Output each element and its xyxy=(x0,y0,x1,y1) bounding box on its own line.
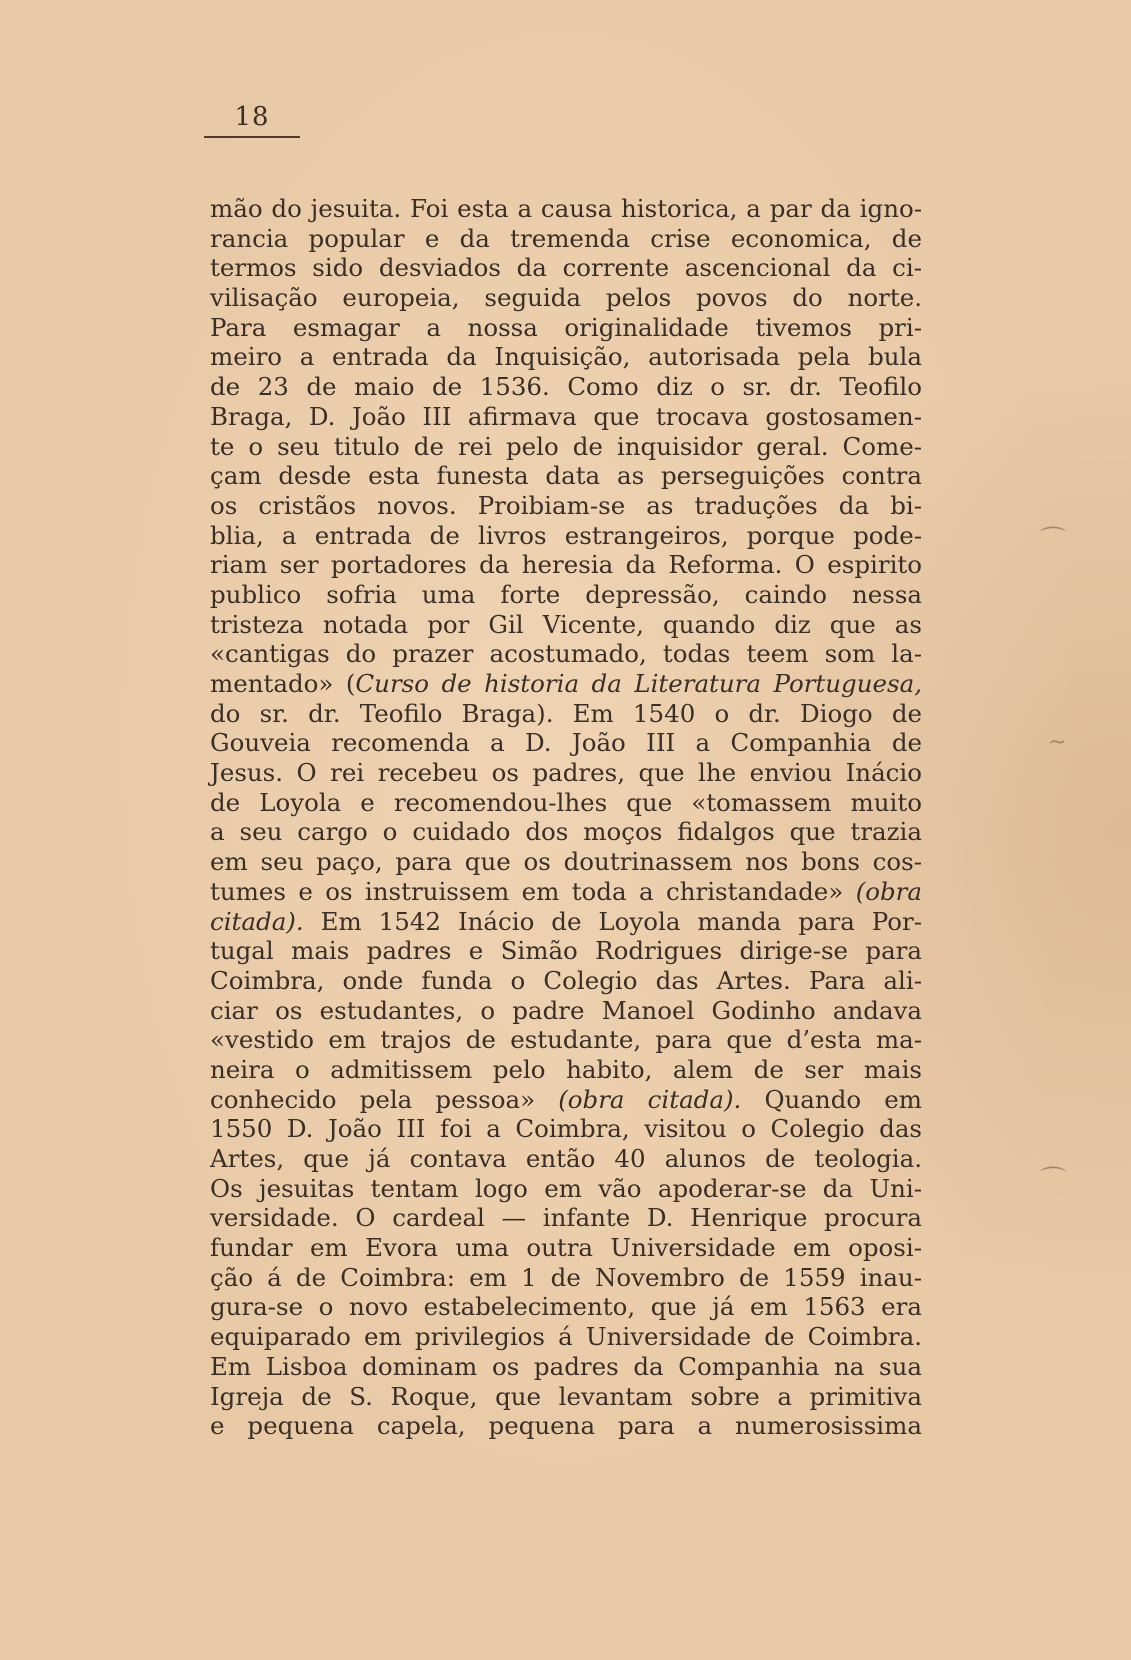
page-number: 18 xyxy=(234,102,270,132)
italic-text: Curso de historia da Literatura Portuguesa, xyxy=(355,669,922,698)
text-segment: versidade. O cardeal — infante D. Henrique procura xyxy=(210,1203,922,1233)
text-segment: Quando em xyxy=(741,1084,922,1114)
text-line xyxy=(210,1114,922,1144)
text-line xyxy=(210,432,922,462)
text-segment: Coimbra, onde funda o Colegio das Artes. Para ali- xyxy=(210,965,922,995)
text-segment: foi a Coimbra, visitou o Colegio das xyxy=(425,1114,922,1144)
text-segment: Braga, D. João xyxy=(210,401,423,431)
text-segment: a Companhia de xyxy=(675,728,922,758)
text-segment: riam ser portadores da heresia da Reforma. O espirito xyxy=(210,550,922,580)
text-segment: Em Lisboa dominam os padres da Companhia na sua xyxy=(210,1351,922,1381)
text-line xyxy=(210,224,922,254)
italic-text: (obra xyxy=(855,876,922,906)
text-segment: Os jesuitas tentam logo em vão apoderar-se da Uni- xyxy=(210,1173,922,1203)
text-segment: «cantigas do prazer acostumado, todas teem som la- xyxy=(210,639,922,669)
text-segment: publico sofria uma forte depressão, caindo nessa xyxy=(210,579,922,609)
text-line xyxy=(210,1263,922,1293)
text-segment: ciar os estudantes, o padre Manoel Godinho andava xyxy=(210,995,922,1025)
text-segment: em seu paço, para que os doutrinassem nos bons cos- xyxy=(210,847,922,877)
text-segment: meiro a entrada da Inquisição, autorisada pela bula xyxy=(210,342,922,372)
text-segment: tristeza notada por Gil Vicente, quando diz que as xyxy=(210,609,922,639)
text-line xyxy=(210,521,922,551)
text-line xyxy=(210,253,922,283)
text-line xyxy=(210,402,922,432)
text-segment: Para esmagar a nossa originalidade tivemos pri- xyxy=(210,312,922,342)
page-number-rule xyxy=(204,102,300,138)
text-line xyxy=(210,580,922,610)
text-segment: Gouveia recomenda a D. João xyxy=(210,728,647,758)
text-line xyxy=(210,1352,922,1382)
body-text xyxy=(210,194,922,1441)
text-segment: blia, a entrada de livros estrangeiros, porque pode- xyxy=(210,520,922,550)
text-segment: mão do jesuita. Foi esta a causa historica, a par da igno- xyxy=(210,194,922,223)
roman-numeral: III xyxy=(396,1114,426,1144)
text-line xyxy=(210,283,922,313)
text-segment: çam desde esta funesta data as perseguições contra xyxy=(210,461,922,491)
text-line xyxy=(210,1233,922,1263)
text-line xyxy=(210,639,922,669)
text-line xyxy=(210,1382,922,1412)
text-line xyxy=(210,907,922,937)
text-line xyxy=(210,669,922,699)
text-segment: e pequena capela, pequena para a numerosissima xyxy=(210,1411,922,1441)
italic-text: (obra citada). xyxy=(558,1084,742,1114)
text-line xyxy=(210,1085,922,1115)
text-line xyxy=(210,491,922,521)
text-segment: Igreja de S. Roque, que levantam sobre a primitiva xyxy=(210,1381,922,1411)
text-segment: Jesus. O rei recebeu os padres, que lhe enviou Inácio xyxy=(210,758,922,788)
text-line xyxy=(210,1292,922,1322)
text-line xyxy=(210,996,922,1026)
text-segment: fundar em Evora uma outra Universidade em oposi- xyxy=(210,1233,922,1263)
text-line xyxy=(210,847,922,877)
text-line xyxy=(210,313,922,343)
italic-text: citada). xyxy=(210,906,304,936)
text-line xyxy=(210,1144,922,1174)
text-line xyxy=(210,817,922,847)
text-line xyxy=(210,194,922,224)
text-line xyxy=(210,1322,922,1352)
text-line xyxy=(210,877,922,907)
text-segment: de Loyola e recomendou-lhes que «tomassem muito xyxy=(210,787,922,817)
roman-numeral: III xyxy=(422,401,452,431)
text-line xyxy=(210,699,922,729)
text-line xyxy=(210,1025,922,1055)
text-segment: mentado» ( xyxy=(210,669,356,698)
text-line xyxy=(210,1411,922,1441)
text-line xyxy=(210,550,922,580)
text-line xyxy=(210,728,922,758)
text-line xyxy=(210,936,922,966)
text-segment: gura-se o novo estabelecimento, que já em 1563 era xyxy=(210,1292,922,1322)
text-segment: vilisação europeia, seguida pelos povos do norte. xyxy=(210,283,922,313)
text-segment: afirmava que trocava gostosamen- xyxy=(451,401,922,431)
text-segment: a seu cargo o cuidado dos moços fidalgos que trazia xyxy=(210,817,922,847)
text-line xyxy=(210,372,922,402)
text-segment: 1550 D. João xyxy=(210,1114,397,1144)
text-segment: termos sido desviados da corrente ascencional da ci- xyxy=(210,253,922,283)
text-line xyxy=(210,610,922,640)
margin-stain-mark: ⌒ xyxy=(1040,1166,1067,1196)
text-segment: Artes, que já contava então 40 alunos de teologia. xyxy=(210,1144,922,1173)
text-segment: tugal mais padres e Simão Rodrigues dirige-se para xyxy=(210,936,922,966)
text-segment: rancia popular e da tremenda crise economica, de xyxy=(210,223,922,253)
text-segment: «vestido em trajos de estudante, para que d’esta ma- xyxy=(210,1025,922,1055)
text-segment: os cristãos novos. Proibiam-se as traduções da bi- xyxy=(210,490,922,520)
text-line xyxy=(210,966,922,996)
text-line xyxy=(210,758,922,788)
text-line xyxy=(210,1055,922,1085)
margin-stain-mark: ⌒ xyxy=(1040,526,1067,556)
text-segment: Em 1542 Inácio de Loyola manda para Por- xyxy=(303,906,922,936)
text-segment: conhecido pela pessoa» xyxy=(210,1084,559,1114)
text-segment: de 23 de maio de 1536. Como diz o sr. dr. Teofilo xyxy=(210,372,922,402)
text-line xyxy=(210,788,922,818)
text-segment: tumes e os instruissem em toda a christandade» xyxy=(210,876,856,906)
text-segment: ção á de Coimbra: em 1 de Novembro de 1559 inau- xyxy=(210,1262,922,1292)
text-segment: te o seu titulo de rei pelo de inquisidor geral. Come- xyxy=(210,431,922,461)
text-segment: equiparado em privilegios á Universidade de Coimbra. xyxy=(210,1322,922,1352)
text-segment: do sr. dr. Teofilo Braga). Em 1540 o dr. Diogo de xyxy=(210,698,922,728)
text-line xyxy=(210,1174,922,1204)
text-line xyxy=(210,342,922,372)
roman-numeral: III xyxy=(646,728,676,758)
text-segment: neira o admitissem pelo habito, alem de ser mais xyxy=(210,1054,922,1084)
text-line xyxy=(210,461,922,491)
margin-stain-mark: ~ xyxy=(1048,730,1067,755)
text-line xyxy=(210,1203,922,1233)
